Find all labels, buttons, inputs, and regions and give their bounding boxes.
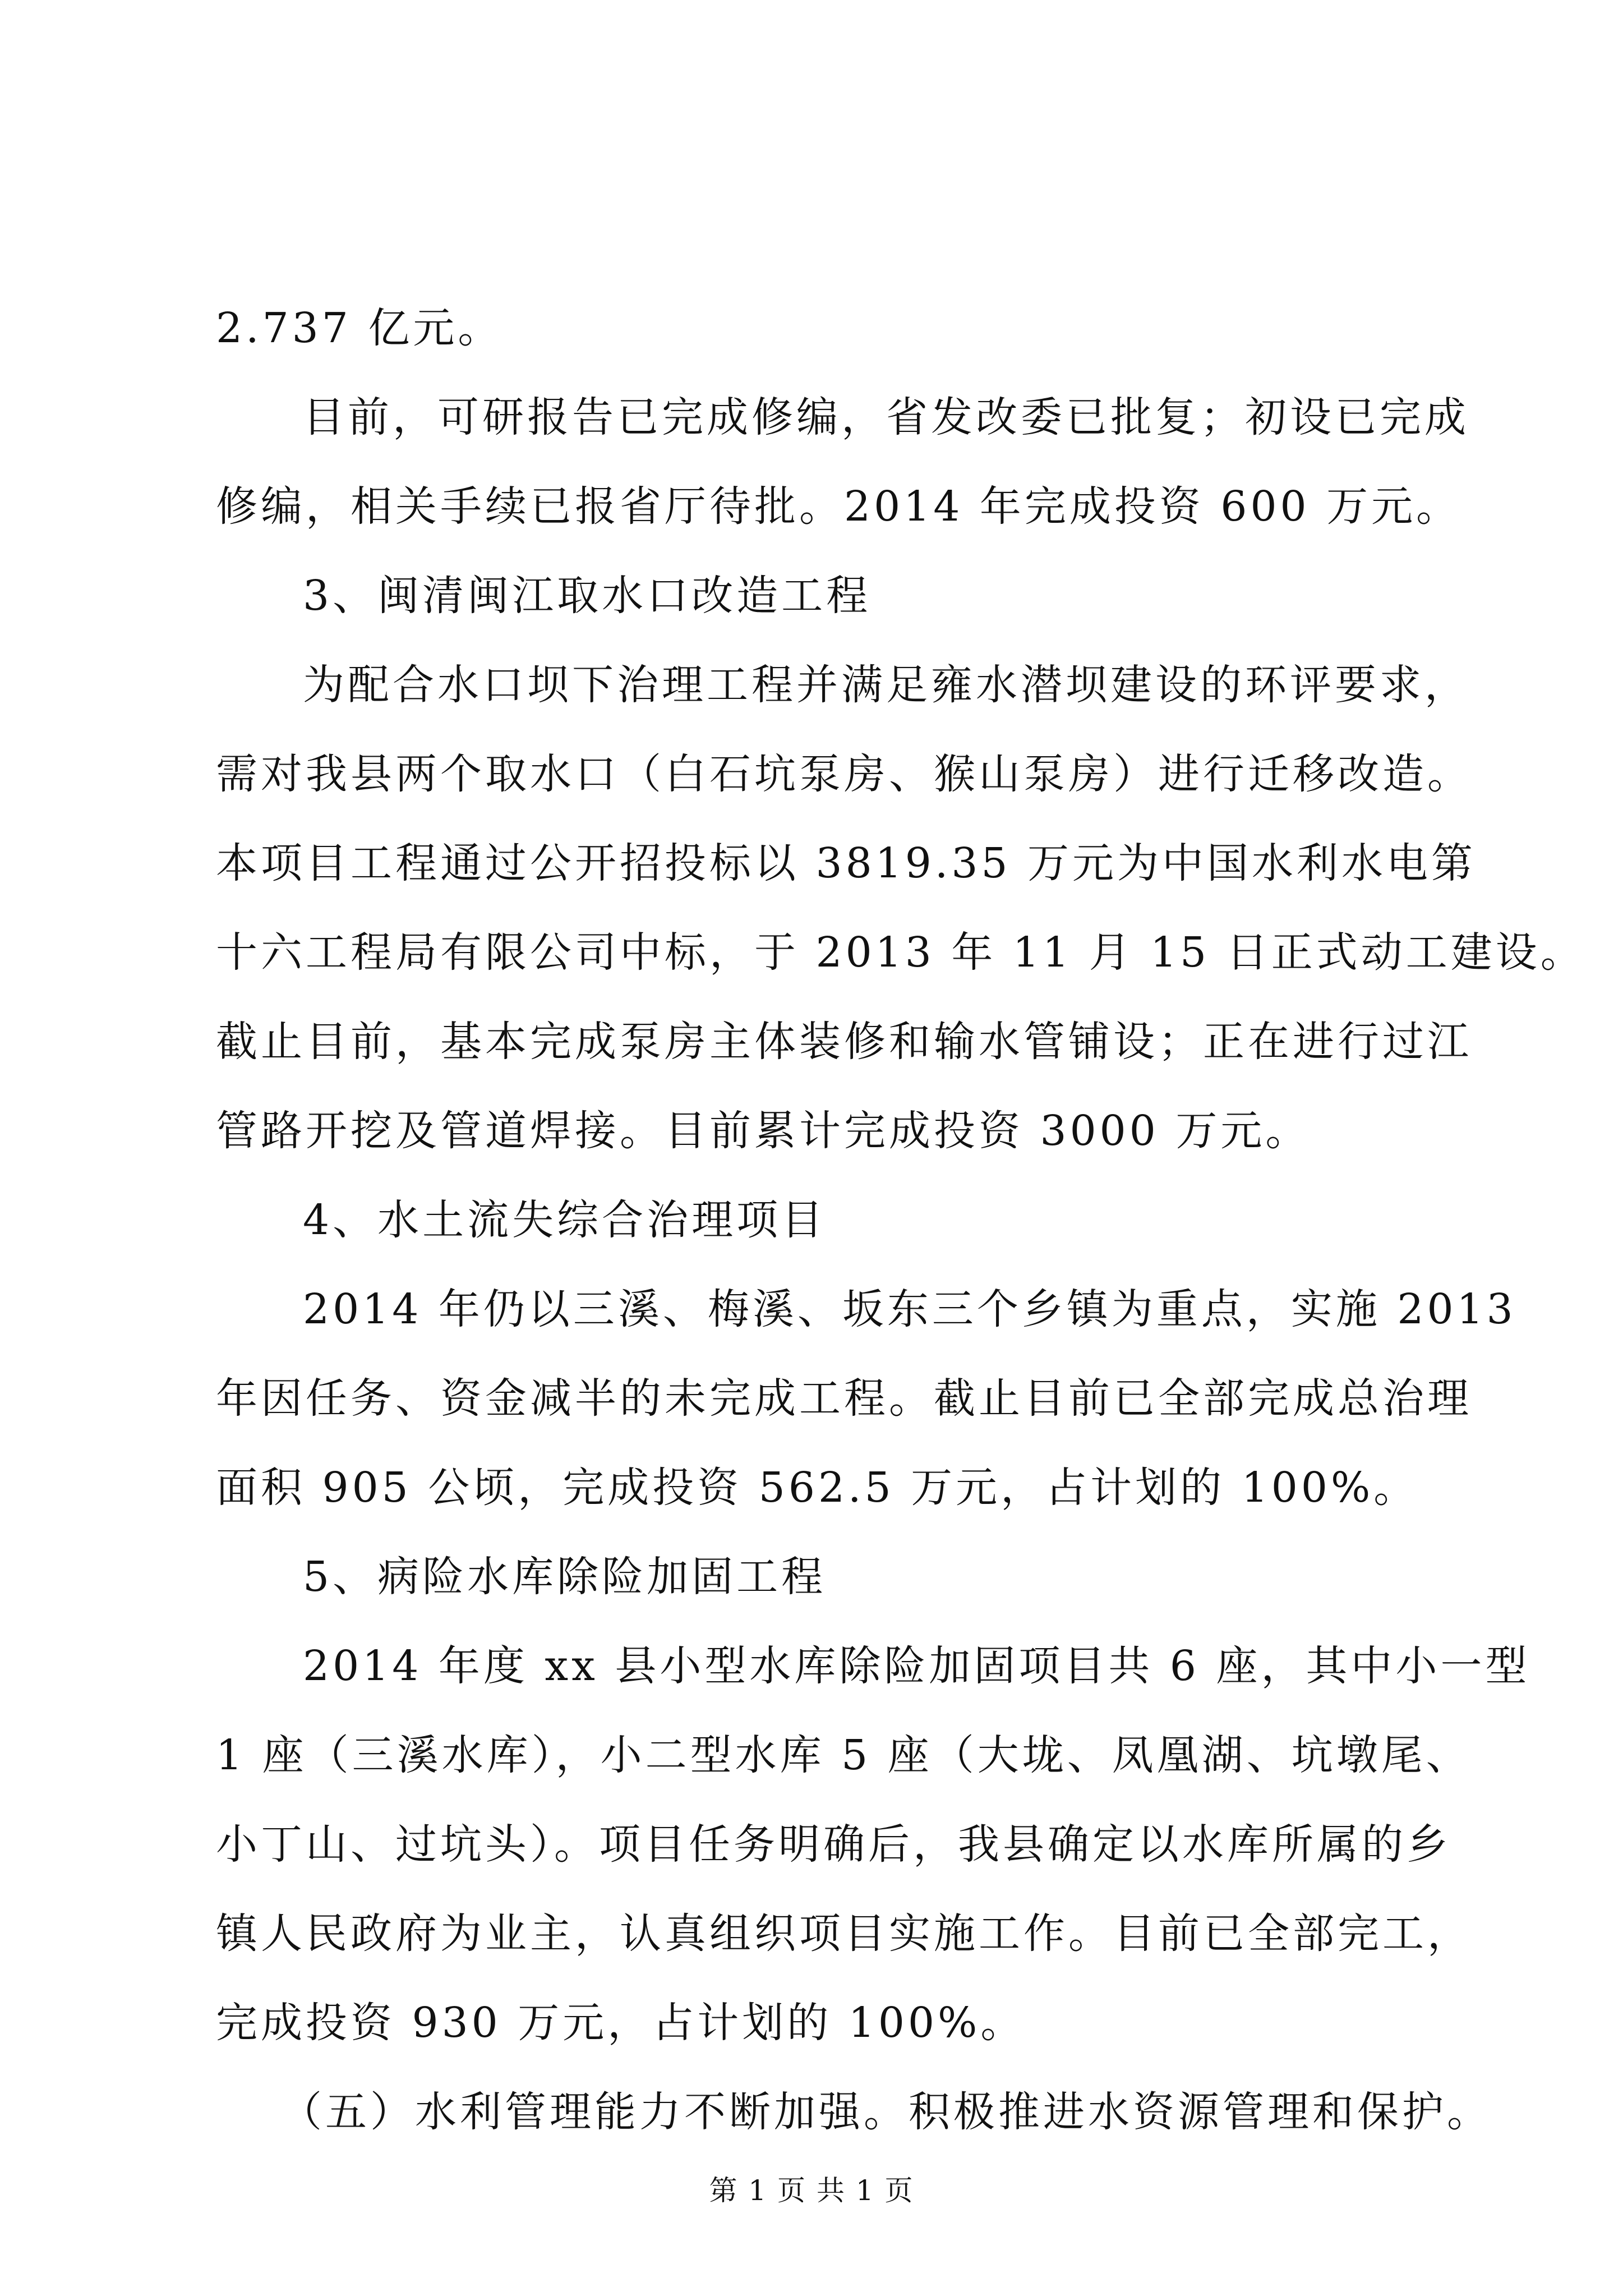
text-line: 十六工程局有限公司中标，于 2013 年 11 月 15 日正式动工建设。 xyxy=(216,928,1585,977)
text-line: 2.737 亿元。 xyxy=(216,304,503,352)
text-line: 完成投资 930 万元，占计划的 100%。 xyxy=(216,1999,1026,2047)
page-footer: 第 1 页 共 1 页 xyxy=(709,2174,914,2207)
text-line: 1 座（三溪水库），小二型水库 5 座（大垅、凤凰湖、坑墩尾、 xyxy=(216,1731,1471,1779)
text-line: 2014 年度 xx 县小型水库除险加固项目共 6 座，其中小一型 xyxy=(303,1642,1530,1690)
text-line: 管路开挖及管道焊接。目前累计完成投资 3000 万元。 xyxy=(216,1107,1311,1155)
text-line: 修编，相关手续已报省厅待批。2014 年完成投资 600 万元。 xyxy=(216,482,1461,531)
text-line: 为配合水口坝下治理工程并满足雍水潜坝建设的环评要求， xyxy=(303,661,1469,709)
section-heading: 4、水土流失综合治理项目 xyxy=(303,1196,827,1244)
text-line: 2014 年仍以三溪、梅溪、坂东三个乡镇为重点，实施 2013 xyxy=(303,1285,1516,1333)
text-line: 本项目工程通过公开招投标以 3819.35 万元为中国水利水电第 xyxy=(216,839,1477,887)
section-heading: 3、闽清闽江取水口改造工程 xyxy=(303,572,872,620)
text-line: 需对我县两个取水口（白石坑泵房、猴山泵房）进行迁移改造。 xyxy=(216,750,1472,798)
text-line: 截止目前，基本完成泵房主体装修和输水管铺设；正在进行过江 xyxy=(216,1018,1472,1066)
section-heading: （五）水利管理能力不断加强。积极推进水资源管理和保护。 xyxy=(280,2088,1492,2136)
text-line: 镇人民政府为业主，认真组织项目实施工作。目前已全部完工， xyxy=(216,1910,1472,1958)
section-heading: 5、病险水库除险加固工程 xyxy=(303,1553,827,1601)
text-line: 目前，可研报告已完成修编，省发改委已批复；初设已完成 xyxy=(303,393,1469,441)
text-line: 小丁山、过坑头）。项目任务明确后，我县确定以水库所属的乡 xyxy=(216,1820,1451,1869)
text-line: 面积 905 公顷，完成投资 562.5 万元，占计划的 100%。 xyxy=(216,1464,1419,1512)
text-line: 年因任务、资金减半的未完成工程。截止目前已全部完成总治理 xyxy=(216,1374,1472,1423)
